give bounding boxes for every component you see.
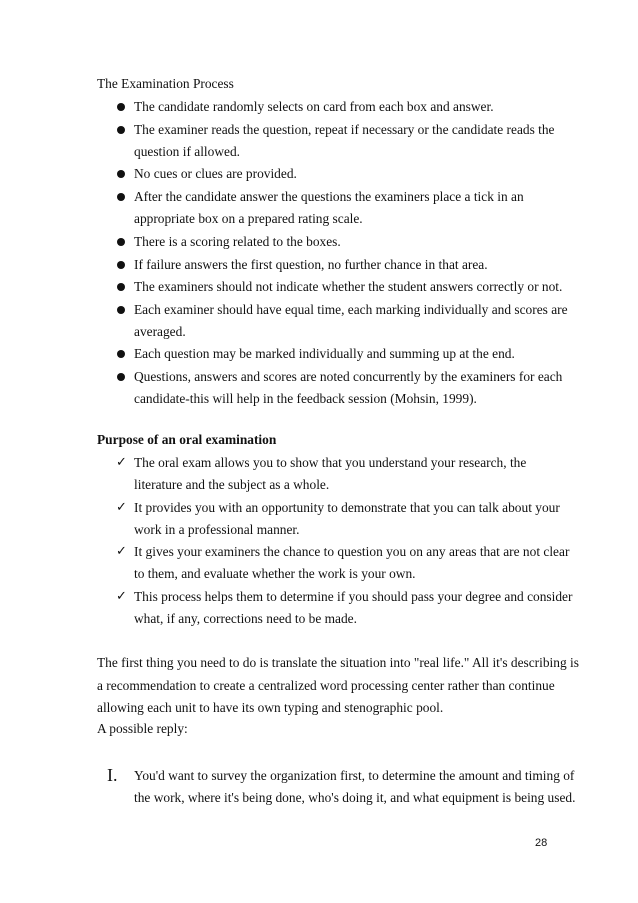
bullet-icon — [117, 350, 125, 358]
paragraph-line: allowing each unit to have its own typing and stenographic pool. — [97, 700, 444, 715]
bullet-icon — [117, 103, 125, 111]
paragraph-line: A possible reply: — [97, 721, 188, 736]
checkmark-icon: ✓ — [116, 544, 127, 559]
list-item: Each question may be marked individually and summing up at the end. — [134, 346, 515, 361]
list-item: The examiners should not indicate whether the student answers correctly or not. — [134, 279, 563, 294]
bullet-icon — [117, 373, 125, 381]
list-item: The oral exam allows you to show that you understand your research, the — [134, 455, 527, 470]
bullet-icon — [117, 306, 125, 314]
checkmark-icon: ✓ — [116, 500, 127, 515]
bullet-icon — [117, 261, 125, 269]
paragraph-line: a recommendation to create a centralized word processing center rather than continue — [97, 678, 555, 693]
page-number: 28 — [535, 837, 548, 849]
paragraph-line: The first thing you need to do is translate the situation into "real life." All it's describing is — [97, 655, 579, 670]
list-item-continuation: what, if any, corrections need to be made. — [134, 611, 357, 626]
list-item-continuation: literature and the subject as a whole. — [134, 477, 330, 492]
list-item: If failure answers the first question, no further chance in that area. — [134, 257, 488, 272]
list-item: No cues or clues are provided. — [134, 166, 297, 181]
numbered-item-line: the work, where it's being done, who's doing it, and what equipment is being used. — [134, 790, 576, 805]
list-item-continuation: candidate-this will help in the feedback session (Mohsin, 1999). — [134, 391, 477, 406]
section-title-examination-process: The Examination Process — [97, 76, 234, 91]
list-item-continuation: averaged. — [134, 324, 186, 339]
list-item-continuation: appropriate box on a prepared rating scale. — [134, 211, 363, 226]
list-item: It gives your examiners the chance to question you on any areas that are not clear — [134, 544, 570, 559]
list-item: The candidate randomly selects on card from each box and answer. — [134, 99, 494, 114]
list-item: This process helps them to determine if you should pass your degree and consider — [134, 589, 573, 604]
checkmark-icon: ✓ — [116, 455, 127, 470]
roman-numeral-marker: I. — [107, 765, 118, 785]
list-item: Each examiner should have equal time, each marking individually and scores are — [134, 302, 568, 317]
list-item: After the candidate answer the questions the examiners place a tick in an — [134, 189, 524, 204]
list-item: It provides you with an opportunity to demonstrate that you can talk about your — [134, 500, 560, 515]
bullet-icon — [117, 126, 125, 134]
list-item-continuation: question if allowed. — [134, 144, 240, 159]
list-item: Questions, answers and scores are noted concurrently by the examiners for each — [134, 369, 563, 384]
checkmark-icon: ✓ — [116, 589, 127, 604]
bullet-icon — [117, 283, 125, 291]
section-title-purpose-oral-examination: Purpose of an oral examination — [97, 432, 277, 447]
numbered-item-line: You'd want to survey the organization first, to determine the amount and timing of — [134, 768, 575, 783]
list-item: There is a scoring related to the boxes. — [134, 234, 341, 249]
list-item: The examiner reads the question, repeat if necessary or the candidate reads the — [134, 122, 555, 137]
list-item-continuation: work in a professional manner. — [134, 522, 300, 537]
bullet-icon — [117, 238, 125, 246]
list-item-continuation: to them, and evaluate whether the work is your own. — [134, 566, 416, 581]
bullet-icon — [117, 170, 125, 178]
bullet-icon — [117, 193, 125, 201]
